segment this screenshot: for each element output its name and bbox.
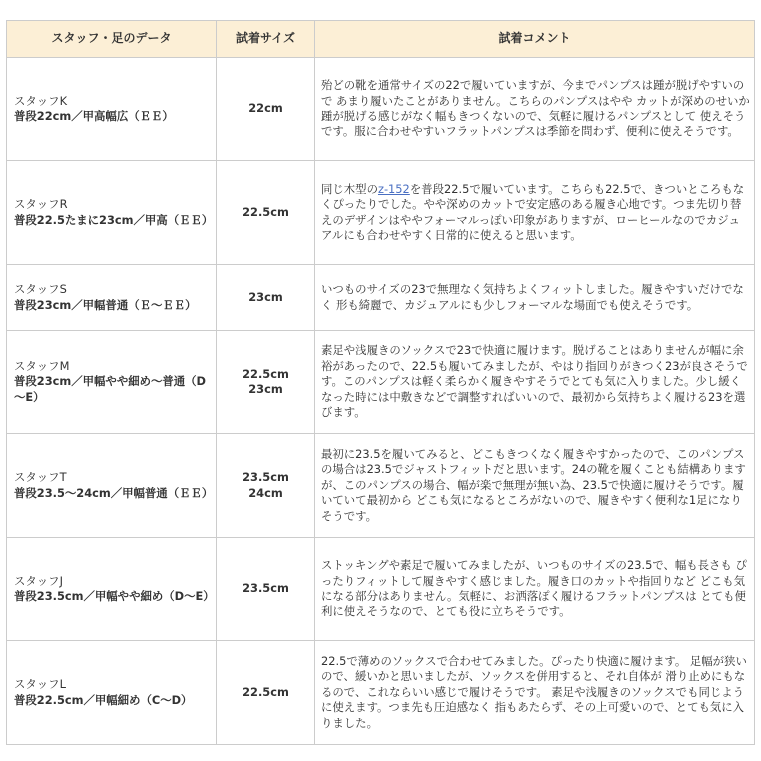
trial-comment: 22.5で薄めのソックスで合わせてみました。ぴったり快適に履けます。 足幅が狭いので、緩いかと思いましたが、ソックスを併用すると、それ自体が 滑り止めにもなるので、これならいい感じで履けそうです。 素足や浅履きのソックスでも同じように使えます。つま先も圧迫感なく 指もあたらず、その上可愛いので、とても気に入りました。 — [321, 653, 747, 730]
foot-data: 普段23.5～24cm／甲幅普通（ＥＥ） — [14, 485, 214, 500]
trial-size: 23.5cm — [242, 581, 289, 596]
trial-size: 22.5cm — [242, 204, 289, 219]
trial-size: 23cm — [248, 382, 283, 396]
staff-name: スタッフJ — [14, 573, 63, 588]
staff-cell — [7, 434, 217, 538]
staff-cell — [7, 331, 217, 434]
staff-name: スタッフS — [14, 282, 67, 297]
trial-comment-post: を普段22.5で履いています。こちらも22.5で、きついところもなくぴったりでした。やや深めのカットで安定感のある履き心地です。つま先切り替えのデザインはややフォーマルっぽい印象がありますが、ローヒールなのでカジュアルにも合わせやすく日常的に使えると思います。 — [321, 181, 745, 242]
trial-comment-pre: 同じ木型の — [321, 181, 378, 196]
staff-cell — [7, 161, 217, 265]
table-row — [7, 538, 755, 641]
trial-comment: 素足や浅履きのソックスで23で快適に履けます。脱げることはありませんが幅に余裕があったので、22.5も履いてみましたが、やはり指回りがきつく23が良さそうです。このパンプスは軽く柔らかく履きやすそうでとても気に入りました。少し緩くなった時には中敷きなどで調整すればいいので、最初から気持ちよく履ける23を選びます。 — [321, 343, 748, 420]
foot-data: 普段22.5cm／甲幅細め（C～D） — [14, 692, 193, 707]
comment-cell — [315, 265, 755, 331]
staff-cell — [7, 538, 217, 641]
trial-comment: 最初に23.5を履いてみると、どこもきつくなく履きやすかったので、このパンプスの場合は23.5でジャストフィットだと思います。24の靴を履くことも結構ありますが、このパンプスの場合、幅が楽で無理が無い為、23.5で快適に履けそうです。履いていて最初から どこも気になるところがないので、履きやすく便利な1足になりそうです。 — [321, 446, 746, 523]
size-cell — [217, 538, 315, 641]
table-row — [7, 331, 755, 434]
trial-size: 22.5cm — [242, 684, 289, 699]
trial-size: 23cm — [248, 289, 283, 304]
comment-cell — [315, 538, 755, 641]
size-cell — [217, 331, 315, 434]
foot-data: 普段23cm／甲幅普通（Ｅ～ＥＥ） — [14, 297, 197, 312]
staff-name: スタッフL — [14, 677, 66, 692]
staff-name: スタッフM — [14, 358, 70, 373]
trial-size: 24cm — [248, 485, 283, 500]
trial-comment: 殆どの靴を通常サイズの22で履いていますが、今までパンプスは踵が脱げやすいので あまり履いたことがありません。こちらのパンプスはやや カットが深めのせいか 踵が脱げる感じがなく幅もきつくないので、気軽に履けるパンプスとして 使えそうです。服に合わせやすいフラットパンプスは季節を問わず、便利に使えそうです。 — [321, 78, 750, 139]
table-row — [7, 58, 755, 161]
comment-cell — [315, 331, 755, 434]
staff-cell — [7, 265, 217, 331]
size-cell — [217, 161, 315, 265]
staff-name: スタッフT — [14, 470, 67, 485]
product-link[interactable]: z-152 — [377, 181, 410, 196]
trial-comment: ストッキングや素足で履いてみましたが、いつものサイズの23.5で、幅も長さも ぴったりフィットして履きやすく感じました。履き口のカットや指回りなど どこも気になる部分はありません。気軽に、お洒落ぽく履けるフラットパンプスは とても便利に使えそうなので、とても役に立ちそうです。 — [321, 558, 747, 619]
foot-data: 普段23.5cm／甲幅やや細め（D～E） — [14, 589, 215, 603]
header-trial-size: 試着サイズ — [217, 21, 315, 58]
comment-cell — [315, 58, 755, 161]
foot-data: 普段22cm／甲高幅広（ＥＥ） — [14, 109, 174, 123]
foot-data: 普段23cm／甲幅やや細め～普通（D～E） — [14, 374, 207, 404]
size-cell — [217, 641, 315, 745]
table-row — [7, 265, 755, 331]
fitting-table — [6, 20, 755, 745]
fitting-report — [6, 20, 755, 745]
foot-data: 普段22.5たまに23cm／甲高（ＥＥ） — [14, 212, 214, 227]
trial-size: 22.5cm — [242, 366, 289, 381]
header-trial-comment: 試着コメント — [315, 21, 755, 58]
comment-cell — [315, 161, 755, 265]
comment-cell — [315, 434, 755, 538]
table-row — [7, 641, 755, 745]
size-cell — [217, 265, 315, 331]
staff-cell — [7, 58, 217, 161]
staff-name: スタッフR — [14, 197, 68, 212]
table-header-row — [7, 21, 755, 58]
table-row — [7, 434, 755, 538]
comment-cell — [315, 641, 755, 745]
size-cell — [217, 434, 315, 538]
table-row — [7, 161, 755, 265]
trial-comment: いつものサイズの23で無理なく気持ちよくフィットしました。履きやすいだけでなく 形も綺麗で、カジュアルにも少しフォーマルな場面でも使えそうです。 — [321, 282, 744, 312]
trial-size: 22cm — [248, 101, 283, 116]
size-cell — [217, 58, 315, 161]
staff-name: スタッフK — [14, 93, 68, 108]
trial-size: 23.5cm — [242, 470, 289, 485]
header-staff-data: スタッフ・足のデータ — [7, 21, 217, 58]
staff-cell — [7, 641, 217, 745]
